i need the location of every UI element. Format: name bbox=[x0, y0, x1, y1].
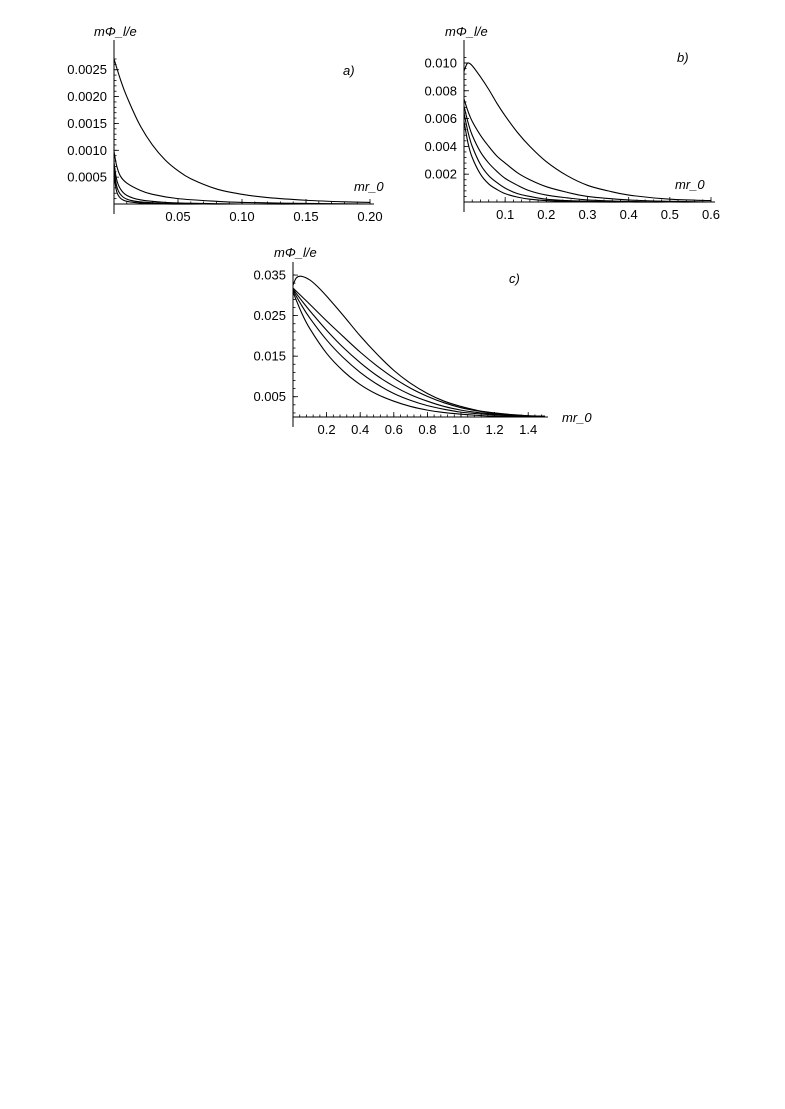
panel-a-curve-3 bbox=[114, 162, 370, 204]
panel-a bbox=[67, 24, 384, 224]
panel-c-x-tick-label: 0.8 bbox=[418, 422, 437, 437]
panel-b-label: b) bbox=[677, 50, 689, 65]
panel-a-curve-4 bbox=[114, 169, 370, 204]
panel-b-curves bbox=[464, 63, 711, 202]
panel-b-curve-4 bbox=[464, 113, 711, 202]
panel-b-x-tick-label: 0.2 bbox=[537, 207, 556, 222]
panel-b-y-tick-label: 0.006 bbox=[424, 111, 457, 127]
panel-c-curves bbox=[293, 276, 545, 417]
panel-a-curves bbox=[114, 59, 370, 204]
panel-c-label: c) bbox=[509, 271, 520, 286]
panel-b-xlabel: mr_0 bbox=[675, 177, 705, 192]
panel-b-ylabel: mΦ_l/e bbox=[445, 24, 488, 39]
panel-c-y-tick-label: 0.035 bbox=[253, 267, 286, 283]
panel-c-x-tick-label: 0.4 bbox=[351, 422, 370, 437]
panel-c-ticks bbox=[253, 268, 541, 437]
panel-b-y-tick-label: 0.004 bbox=[424, 138, 457, 154]
panel-b-y-tick-label: 0.010 bbox=[424, 55, 457, 71]
panel-a-curve-2 bbox=[114, 151, 370, 204]
panel-b-curve-2 bbox=[464, 99, 711, 202]
panel-a-ylabel: mΦ_l/e bbox=[94, 24, 137, 39]
panel-b-x-tick-label: 0.1 bbox=[496, 207, 515, 222]
panel-b-x-tick-label: 0.3 bbox=[578, 207, 597, 222]
panel-a-y-tick-label: 0.0015 bbox=[67, 115, 107, 131]
panel-c-y-tick-label: 0.005 bbox=[253, 389, 286, 405]
panel-a-x-tick-label: 0.20 bbox=[357, 209, 383, 224]
panel-a-label: a) bbox=[343, 63, 355, 78]
panel-c-x-tick-label: 0.6 bbox=[384, 422, 403, 437]
panel-c-curve-1 bbox=[293, 276, 545, 416]
panel-b-x-tick-label: 0.6 bbox=[701, 207, 721, 222]
panel-b-x-tick-label: 0.5 bbox=[660, 207, 679, 222]
panel-b-y-tick-label: 0.002 bbox=[424, 166, 457, 182]
panel-a-xlabel: mr_0 bbox=[354, 179, 384, 194]
panel-c-xlabel: mr_0 bbox=[562, 410, 592, 425]
panel-a-y-tick-label: 0.0010 bbox=[67, 142, 107, 158]
panel-a-y-tick-label: 0.0005 bbox=[67, 169, 107, 185]
panel-b-ticks bbox=[424, 55, 720, 222]
panel-a-x-tick-label: 0.05 bbox=[165, 209, 191, 224]
panel-a-y-tick-label: 0.0025 bbox=[67, 62, 107, 78]
panel-b-x-tick-label: 0.4 bbox=[619, 207, 638, 222]
panel-a-ticks bbox=[67, 59, 382, 224]
panel-a-x-tick-label: 0.15 bbox=[293, 209, 319, 224]
panel-c-x-tick-label: 1.2 bbox=[485, 422, 504, 437]
panel-c-y-tick-label: 0.025 bbox=[253, 308, 286, 324]
panel-c bbox=[253, 245, 592, 437]
panel-c-x-tick-label: 1.0 bbox=[451, 422, 471, 437]
panel-b-y-tick-label: 0.008 bbox=[424, 83, 457, 99]
panel-c-x-tick-label: 0.2 bbox=[317, 422, 336, 437]
panel-a-y-tick-label: 0.0020 bbox=[67, 89, 107, 105]
panel-c-ylabel: mΦ_l/e bbox=[274, 245, 317, 260]
panel-c-curve-2 bbox=[293, 288, 545, 416]
panel-b-curve-1 bbox=[464, 63, 711, 201]
panel-b-curve-3 bbox=[464, 106, 711, 202]
panel-b-curve-5 bbox=[464, 121, 711, 202]
panel-a-x-tick-label: 0.10 bbox=[229, 209, 255, 224]
panel-c-curve-3 bbox=[293, 289, 545, 416]
panel-c-y-tick-label: 0.015 bbox=[253, 348, 286, 364]
panel-b bbox=[424, 24, 720, 222]
panel-c-x-tick-label: 1.4 bbox=[519, 422, 538, 437]
panel-a-curve-1 bbox=[114, 59, 370, 202]
